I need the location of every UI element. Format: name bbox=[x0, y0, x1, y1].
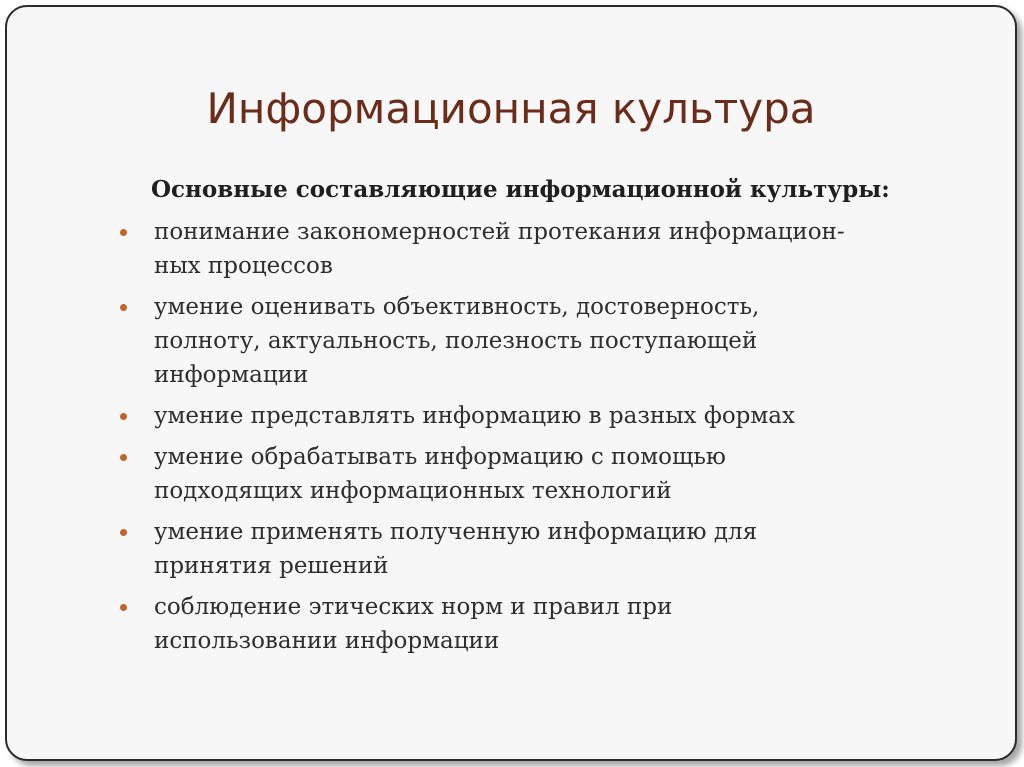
list-item-text: подходящих информационных технологий bbox=[154, 478, 672, 504]
slide-subtitle: Основные составляющие информационной культуры: bbox=[151, 176, 890, 203]
list-item bbox=[112, 515, 992, 583]
list-item bbox=[112, 215, 992, 283]
list-item bbox=[112, 440, 992, 508]
bullet-icon bbox=[120, 454, 127, 461]
list-item-text: умение представлять информацию в разных формах bbox=[154, 403, 795, 429]
list-item-text: понимание закономерностей протекания информацион- bbox=[154, 219, 845, 245]
list-item-text: полноту, актуальность, полезность поступающей bbox=[154, 328, 758, 354]
list-item-text: использовании информации bbox=[154, 628, 500, 654]
list-item-text: умение оценивать объективность, достоверность, bbox=[154, 294, 760, 320]
bullet-icon bbox=[120, 229, 127, 236]
list-item bbox=[112, 290, 992, 392]
list-item-text: соблюдение этических норм и правил при bbox=[154, 594, 673, 620]
bullet-icon bbox=[120, 604, 127, 611]
list-item-text: ных процессов bbox=[154, 253, 333, 279]
list-item-text: принятия решений bbox=[154, 553, 389, 579]
list-item bbox=[112, 590, 992, 658]
bullet-icon bbox=[120, 413, 127, 420]
list-item-text: умение применять полученную информацию для bbox=[154, 519, 758, 545]
bullet-list bbox=[112, 215, 992, 665]
list-item-text: умение обрабатывать информацию с помощью bbox=[154, 444, 726, 470]
slide-frame bbox=[5, 5, 1017, 761]
bullet-icon bbox=[120, 304, 127, 311]
list-item bbox=[112, 399, 992, 433]
list-item-text: информации bbox=[154, 362, 309, 388]
bullet-icon bbox=[120, 529, 127, 536]
slide-title: Информационная культура bbox=[206, 84, 816, 133]
